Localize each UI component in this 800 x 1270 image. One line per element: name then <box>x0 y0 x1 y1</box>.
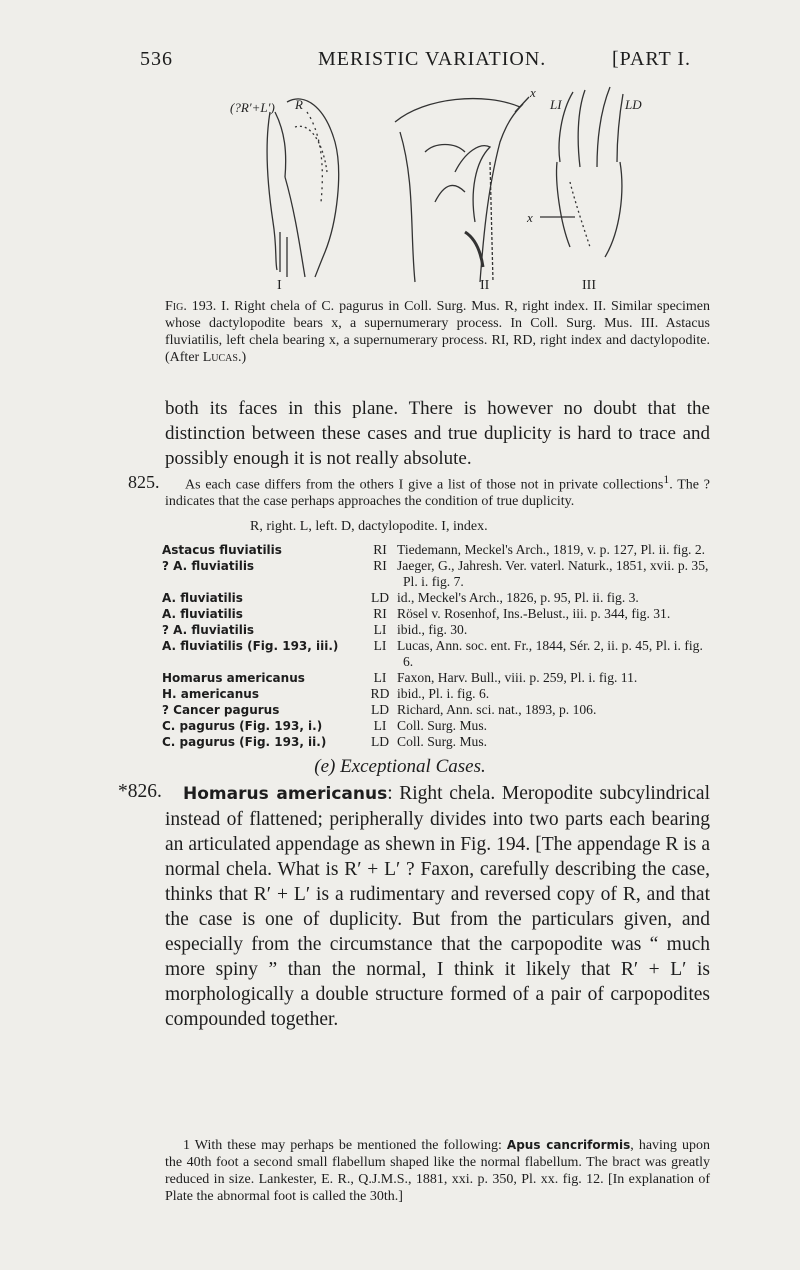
reference-row <box>162 734 713 750</box>
reference-row <box>162 558 713 590</box>
figure-label: Fig. 193. <box>165 299 217 314</box>
reference-citation: ibid., fig. 30. <box>397 622 468 637</box>
section-826-title: Homarus americanus <box>183 784 388 804</box>
reference-species: Homarus americanus <box>162 671 305 685</box>
reference-citation: Richard, Ann. sci. nat., 1893, p. 106. <box>397 702 597 717</box>
label-iii: III <box>582 278 596 292</box>
reference-species: C. pagurus (Fig. 193, i.) <box>162 719 323 733</box>
reference-row <box>162 606 713 622</box>
reference-species: ? A. fluviatilis <box>162 623 255 637</box>
footnote-ref: 1 <box>663 473 670 486</box>
reference-species: ? Cancer pagurus <box>162 703 280 717</box>
label-ld: LD <box>625 97 642 112</box>
chela-ii-drawing <box>395 97 529 282</box>
section-825-lead: As each case differs from the others I give a list of those not in private collections <box>185 477 664 493</box>
reference-abbr: LD <box>370 590 390 605</box>
reference-citation: id., Meckel's Arch., 1826, p. 95, Pl. ii. fig. 3. <box>397 590 639 605</box>
reference-abbr: LI <box>373 718 387 733</box>
reference-citation: Faxon, Harv. Bull., viii. p. 259, Pl. i. fig. 11. <box>397 670 638 685</box>
reference-abbr: LI <box>373 622 387 637</box>
reference-abbr: RD <box>370 686 390 701</box>
running-title: MERISTIC VARIATION. <box>318 48 547 70</box>
section-825-text <box>165 472 710 510</box>
reference-citation: Lucas, Ann. soc. ent. Fr., 1844, Sér. 2, ii. p. 45, Pl. i. fig. 6. <box>397 638 703 669</box>
label-r-l: (?R′+L′) <box>230 100 275 115</box>
intro-paragraph: both its faces in this plane. There is however no doubt that the distinction between these cases and true duplicity is hard to trace and possibly enough it is not really absolute. <box>165 398 710 469</box>
reference-row <box>162 542 713 558</box>
reference-row <box>162 718 713 734</box>
footnote-text2: , having upon the 40th foot a second small flabellum shaped like the normal flabellum. The bract was greatly reduced in size. Lankester, E. R., Q.J.M.S., 1881, xxi. p. 350, Pl. xx. fig. 12. [In explanation of Plate the abnormal foot is called the 30th.] <box>165 1138 710 1204</box>
section-826-number: *826. <box>118 781 162 802</box>
footnote <box>165 1137 710 1205</box>
section-826-body: : Right chela. Meropodite subcylindrical instead of flattened; peripherally divides into two parts each bearing an articulated appendage as shewn in Fig. 194. [The appendage R is a normal chela. What is R′ + L′ ? Faxon, carefully describing the case, thinks that R′ + L′ is a rudimentary and reversed copy of R, and that the case is one of duplicity. But from the particulars given, and especially from the circumstance that the carpopodite was “ much more spiny ” than the normal, I think it likely that R′ + L′ is morphologically a double structure formed of a pair of carpopodites compounded together. <box>165 783 710 1030</box>
caption-text: I. Right chela of C. pagurus in Coll. Surg. Mus. R, right index. II. Similar specimen whose dactylopodite bears x, a supernumerary process. In Coll. Surg. Mus. III. Astacus fluviatilis, left chela bearing x, a supernumerary process. RI, RD, right index and dactylopodite. (After <box>165 299 711 365</box>
label-li: LI <box>550 97 562 112</box>
reference-abbr: RI <box>373 542 387 557</box>
reference-row <box>162 686 713 702</box>
reference-citation: Rösel v. Rosenhof, Ins.-Belust., iii. p. 344, fig. 31. <box>397 606 671 621</box>
reference-species: A. fluviatilis <box>162 607 243 621</box>
reference-citation: Tiedemann, Meckel's Arch., 1819, v. p. 127, Pl. ii. fig. 2. <box>397 542 706 557</box>
reference-row <box>162 638 713 670</box>
reference-abbr: LI <box>373 638 387 653</box>
chela-iii-drawing <box>540 87 623 257</box>
reference-species: H. americanus <box>162 687 259 701</box>
caption-author: Lucas <box>202 350 238 365</box>
caption-end: .) <box>237 350 247 365</box>
footnote-mark: 1 <box>183 1138 190 1153</box>
label-ii: II <box>480 278 490 292</box>
figure-caption <box>165 298 710 366</box>
section-826-text <box>165 781 710 1032</box>
label-x-ii: x <box>530 85 536 100</box>
label-i: I <box>277 278 282 292</box>
reference-abbr: LI <box>373 670 387 685</box>
reference-row <box>162 702 713 718</box>
chela-i-drawing <box>267 99 338 277</box>
reference-abbr: RI <box>373 606 387 621</box>
reference-abbr: LD <box>370 734 390 749</box>
reference-row <box>162 590 713 606</box>
reference-table <box>162 542 713 750</box>
part-label: [PART I. <box>612 48 692 70</box>
page-number: 536 <box>140 48 173 70</box>
reference-abbr: LD <box>370 702 390 717</box>
footnote-species: Apus cancriformis <box>506 1138 631 1152</box>
reference-abbr: RI <box>373 558 387 573</box>
reference-row <box>162 622 713 638</box>
section-825-rest: . The ? indicates that the case perhaps approaches the condition of true duplicity. <box>165 477 710 509</box>
reference-species: ? A. fluviatilis <box>162 559 255 573</box>
reference-citation: Coll. Surg. Mus. <box>397 734 488 749</box>
reference-citation: Jaeger, G., Jahresh. Ver. vaterl. Naturk., 1851, xvii. p. 35, Pl. i. fig. 7. <box>397 558 709 589</box>
figure-193 <box>225 82 645 292</box>
reference-citation: Coll. Surg. Mus. <box>397 718 488 733</box>
reference-species: Astacus fluviatilis <box>162 543 282 557</box>
section-825-number: 825. <box>128 472 160 492</box>
reference-citation: ibid., Pl. i. fig. 6. <box>397 686 490 701</box>
reference-species: C. pagurus (Fig. 193, ii.) <box>162 735 327 749</box>
reference-species: A. fluviatilis (Fig. 193, iii.) <box>162 639 339 653</box>
footnote-text: With these may perhaps be mentioned the following: <box>190 1138 507 1153</box>
reference-species: A. fluviatilis <box>162 591 243 605</box>
label-x-iii: x <box>527 210 533 225</box>
label-r: R <box>295 97 303 112</box>
reference-row <box>162 670 713 686</box>
section-e-heading: (e) Exceptional Cases. <box>314 756 486 777</box>
abbreviation-key: R, right. L, left. D, dactylopodite. I, index. <box>250 519 488 534</box>
